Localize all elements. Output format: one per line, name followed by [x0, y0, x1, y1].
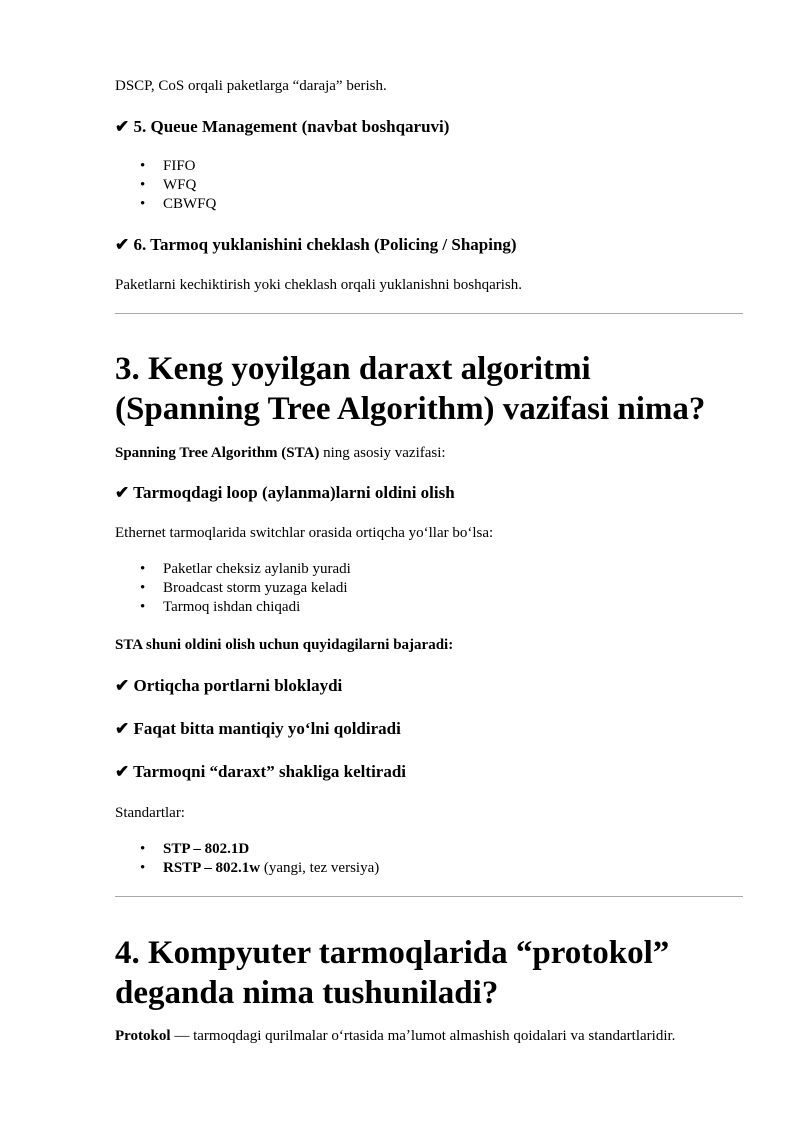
standards-list — [115, 840, 379, 878]
standards-label: Standartlar: — [115, 805, 185, 821]
problem-list — [115, 560, 351, 617]
list-item: • CBWFQ — [140, 196, 217, 212]
heading-policing-shaping: ✔ 6. Tarmoq yuklanishini cheklash (Policing / Shaping) — [115, 235, 517, 254]
list-item: • STP – 802.1D — [140, 841, 250, 857]
heading-loop-prevention: ✔ Tarmoqdagi loop (aylanma)larni oldini olish — [115, 483, 455, 502]
list-item: • Tarmoq ishdan chiqadi — [140, 599, 301, 615]
list-item: • RSTP – 802.1w (yangi, tez versiya) — [140, 860, 380, 876]
heading-queue-management: ✔ 5. Queue Management (navbat boshqaruvi) — [115, 117, 450, 136]
protocol-definition: Protokol — tarmoqdagi qurilmalar oʻrtasida maʼlumot almashish qoidalari va standartlaridir. — [115, 1028, 676, 1044]
queue-list — [115, 157, 216, 214]
list-item: • Paketlar cheksiz aylanib yuradi — [140, 561, 351, 577]
divider — [115, 896, 743, 897]
solution-intro: STA shuni oldini olish uchun quyidagilarni bajaradi: — [115, 637, 454, 653]
list-item: • WFQ — [140, 177, 197, 193]
divider — [115, 313, 743, 314]
sta-intro: Spanning Tree Algorithm (STA) ning asosiy vazifasi: — [115, 445, 446, 461]
sta-term: Spanning Tree Algorithm (STA) — [115, 445, 320, 461]
list-item: • Broadcast storm yuzaga keladi — [140, 580, 348, 596]
list-item: • FIFO — [140, 158, 196, 174]
action-block-ports: ✔ Ortiqcha portlarni bloklaydi — [115, 676, 343, 695]
action-tree-shape: ✔ Tarmoqni “daraxt” shakliga keltiradi — [115, 762, 407, 781]
qos-marking-text: DSCP, CoS orqali paketlarga “daraja” berish. — [115, 78, 387, 94]
protocol-term: Protokol — [115, 1028, 171, 1044]
section-3-title: 3. Keng yoyilgan daraxt algoritmi (Spanning Tree Algorithm) vazifasi nima? — [115, 351, 706, 427]
problem-intro: Ethernet tarmoqlarida switchlar orasida ortiqcha yoʻllar boʻlsa: — [115, 525, 494, 541]
action-single-path: ✔ Faqat bitta mantiqiy yoʻlni qoldiradi — [115, 719, 401, 738]
policing-text: Paketlarni kechiktirish yoki cheklash orqali yuklanishni boshqarish. — [115, 277, 523, 293]
section-4-title: 4. Kompyuter tarmoqlarida “protokol” deganda nima tushuniladi? — [115, 935, 670, 1011]
